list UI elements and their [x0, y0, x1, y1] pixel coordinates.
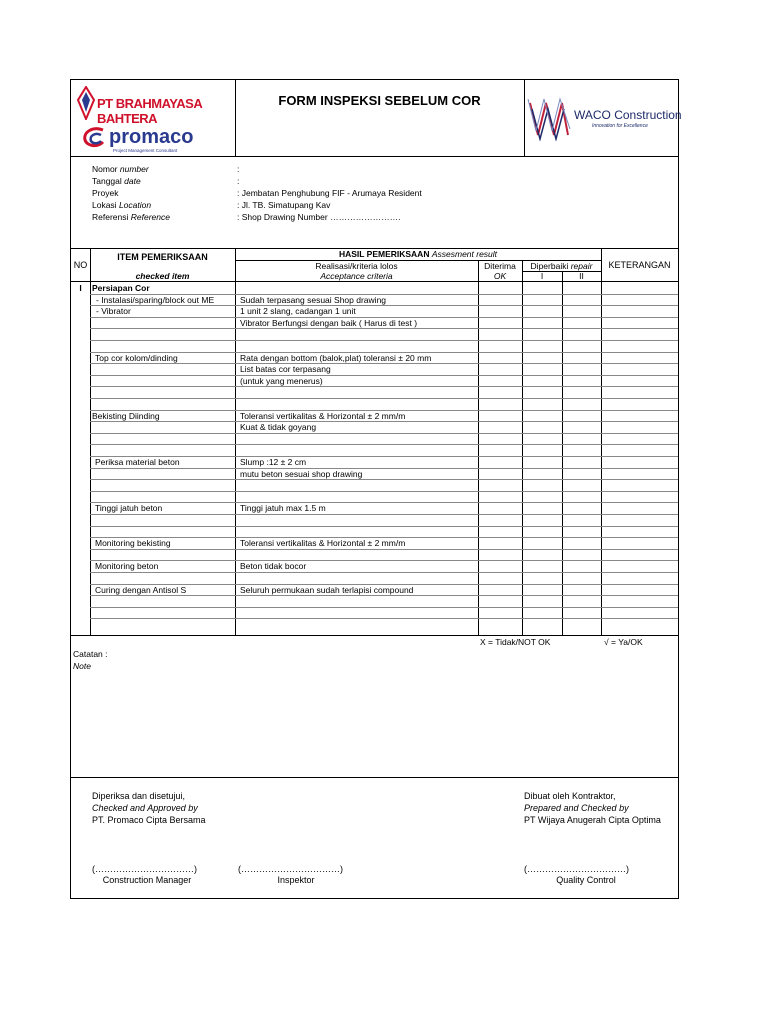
row-criteria: Toleransi vertikalitas & Horizontal ± 2 mm/m [240, 410, 406, 421]
header-bottom-border [71, 156, 678, 157]
info-row [92, 200, 472, 210]
header-line-3 [71, 281, 678, 282]
inspection-form [70, 79, 682, 899]
brahmayasa-logo [75, 86, 233, 152]
info-label-en: Location [118, 200, 152, 210]
notes-top-border [71, 635, 678, 636]
row-criteria: Sudah terpasang sesuai Shop drawing [240, 294, 387, 305]
sig-right-line2: Prepared and Checked by [524, 803, 629, 813]
repair-i-header: I [540, 271, 544, 281]
info-row [92, 188, 472, 198]
row-no: I [79, 283, 82, 293]
row-separator [90, 514, 678, 515]
promaco-swirl-icon [81, 126, 107, 150]
row-item: Top cor kolom/dinding [95, 352, 178, 363]
ok-header: OK [493, 271, 507, 281]
info-label: Proyek [92, 188, 119, 198]
row-criteria: List batas cor terpasang [240, 364, 331, 375]
row-separator [90, 595, 678, 596]
row-separator [90, 328, 678, 329]
role-quality-control: Quality Control [556, 875, 616, 885]
row-separator [90, 340, 678, 341]
info-label: Lokasi [92, 200, 117, 210]
row-item: Monitoring bekisting [95, 538, 171, 549]
row-item: Curing dengan Antisol S [95, 584, 187, 595]
waco-name: WACO Construction [574, 108, 682, 122]
row-separator [90, 479, 678, 480]
row-separator [90, 444, 678, 445]
row-separator [90, 433, 678, 434]
promaco-subtitle: Project Management Consultant [113, 148, 178, 153]
info-label-en: Reference [130, 212, 170, 222]
info-label-en: number [119, 164, 149, 174]
col-item-header-en: checked item [135, 271, 190, 281]
row-separator [90, 375, 678, 376]
waco-logo [526, 86, 682, 152]
col-divider-repair [562, 271, 563, 635]
row-separator [90, 398, 678, 399]
notes-label-en: Note [73, 661, 91, 671]
brahmayasa-emblem-icon [75, 86, 97, 120]
legend-ok: √ = Ya/OK [604, 637, 643, 647]
promaco-name: promaco [109, 126, 194, 148]
row-separator [90, 491, 678, 492]
sig-right-line1: Dibuat oleh Kontraktor, [524, 791, 616, 801]
row-separator [90, 618, 678, 619]
col-no-header: NO [73, 260, 88, 270]
row-item: Monitoring beton [95, 561, 159, 572]
brahmayasa-name: PT BRAHMAYASA BAHTERA [97, 96, 202, 126]
sig-blank-qc: (……………………………) [524, 864, 629, 874]
info-label: Tanggal [92, 176, 122, 186]
header-divider-left [235, 80, 236, 156]
info-value: : [237, 176, 240, 186]
row-criteria: mutu beton sesuai shop drawing [240, 468, 363, 479]
role-inspektor: Inspektor [277, 875, 315, 885]
sig-left-line3: PT. Promaco Cipta Bersama [92, 815, 206, 825]
sig-blank-cm: (……………………………) [92, 864, 197, 874]
diterima-header: Diterima [484, 261, 516, 271]
row-criteria: Toleransi vertikalitas & Horizontal ± 2 mm/m [240, 538, 406, 549]
realisasi-header-en: Acceptance criteria [320, 271, 393, 281]
info-row [92, 176, 472, 186]
sig-left-line2: Checked and Approved by [92, 803, 198, 813]
info-value: : Jembatan Penghubung FIF - Arumaya Resident [237, 188, 422, 198]
sig-left-line1: Diperiksa dan disetujui, [92, 791, 186, 801]
row-separator [90, 572, 678, 573]
row-separator [90, 526, 678, 527]
keterangan-header: KETERANGAN [608, 260, 671, 270]
row-criteria: (untuk yang menerus) [240, 375, 323, 386]
hasil-header [235, 249, 601, 259]
row-criteria: Rata dengan bottom (balok,plat) toleransi ± 20 mm [240, 352, 432, 363]
row-item: Persiapan Cor [92, 283, 150, 293]
notes-label: Catatan : [73, 649, 108, 659]
row-criteria: 1 unit 2 slang, cadangan 1 unit [240, 306, 356, 317]
info-value: : Shop Drawing Number ……………………. [237, 212, 401, 222]
header-divider-right [524, 80, 525, 156]
row-separator [90, 549, 678, 550]
row-criteria: Vibrator Berfungsi dengan baik ( Harus di test ) [240, 317, 418, 328]
info-value: : Jl. TB. Simatupang Kav [237, 200, 331, 210]
info-label-en: date [124, 176, 141, 186]
row-criteria: Tinggi jatuh max 1.5 m [240, 503, 326, 514]
col-item-header: ITEM PEMERIKSAAN [117, 252, 208, 262]
signature-top-border [71, 777, 678, 778]
row-separator [90, 305, 678, 306]
waco-emblem-icon [526, 91, 572, 141]
waco-tagline: Innovation for Excellence [592, 123, 648, 129]
row-item: Bekisting Diinding [92, 410, 160, 421]
info-label: Referensi [92, 212, 129, 222]
realisasi-header: Realisasi/kriteria lolos [315, 261, 398, 271]
row-criteria: Beton tidak bocor [240, 561, 307, 572]
row-separator [90, 468, 678, 469]
row-separator [90, 607, 678, 608]
row-separator [90, 560, 678, 561]
row-separator [90, 386, 678, 387]
role-construction-manager: Construction Manager [102, 875, 192, 885]
sig-right-line3: PT Wijaya Anugerah Cipta Optima [524, 815, 661, 825]
row-separator [90, 502, 678, 503]
sig-blank-inspektor: (……………………………) [238, 864, 343, 874]
info-row [92, 212, 472, 222]
legend-not-ok: X = Tidak/NOT OK [480, 637, 551, 647]
row-item: Tinggi jatuh beton [95, 503, 163, 514]
row-item: Periksa material beton [95, 457, 180, 467]
diperbaiki-header [522, 261, 601, 271]
diperbaiki-label: Diperbaiki [530, 261, 569, 271]
row-criteria: Kuat & tidak goyang [240, 422, 317, 433]
row-criteria: Slump :12 ± 2 cm [240, 457, 307, 467]
info-value: : [237, 164, 240, 174]
form-title: FORM INSPEKSI SEBELUM COR [278, 93, 481, 108]
row-separator [90, 363, 678, 364]
info-row [92, 164, 472, 174]
diperbaiki-label-en: repair [570, 261, 593, 271]
inspection-table [71, 248, 678, 635]
repair-ii-header: II [579, 271, 584, 281]
info-label: Nomor [92, 164, 118, 174]
row-item: - Vibrator [96, 306, 131, 317]
row-separator [90, 421, 678, 422]
hasil-label: HASIL PEMERIKSAAN [338, 249, 430, 259]
row-criteria: Seluruh permukaan sudah terlapisi compound [240, 584, 414, 595]
hasil-label-en: Assesment result [431, 249, 498, 259]
row-item: - Instalasi/sparing/block out ME [96, 294, 215, 305]
